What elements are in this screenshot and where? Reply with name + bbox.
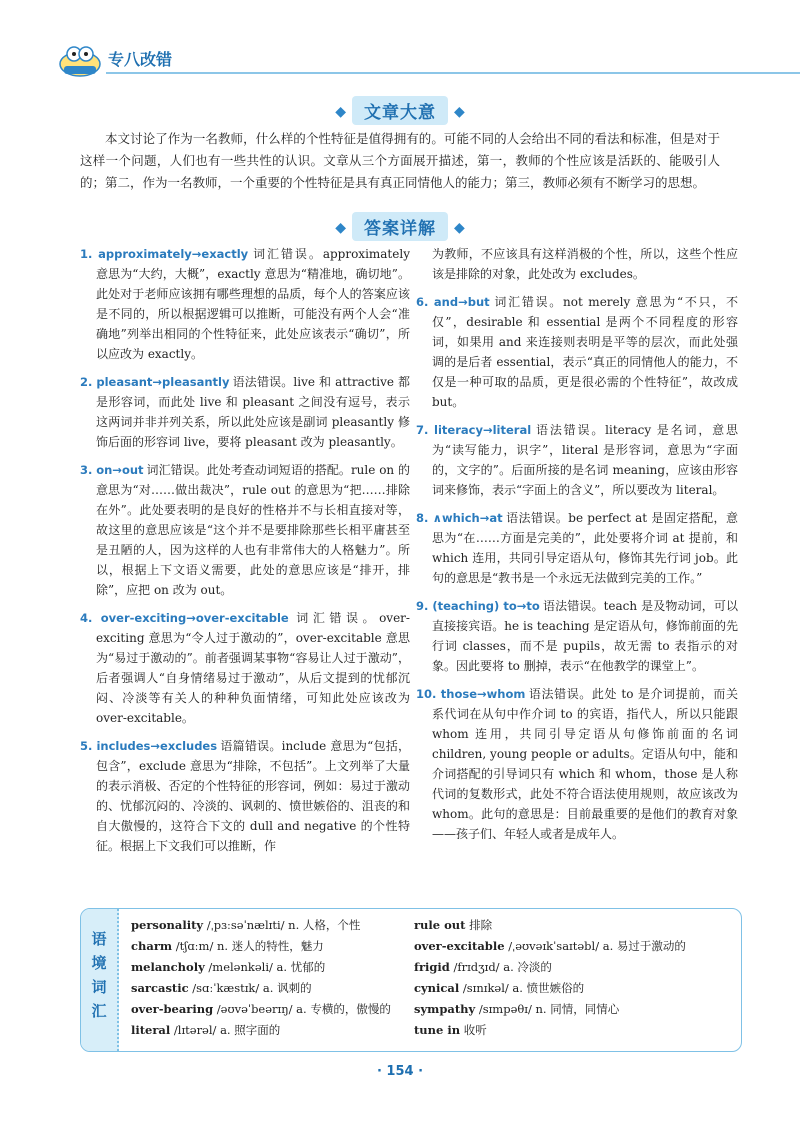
answer-explanation: 词汇错误。此处考查动词短语的搭配。rule on 的意思为“对……做出裁决”，rule out 的意思为“把……排除在外”。此处要表明的是良好的性格并不与长相直接对等，故这里的意思应该是“这个并不是要排除那些长相平庸甚至是丑陋的人，因为这样的人也有非常伟大的人格魅力”。所以，根据上下文语义需要，此处的意思应该是“排开，排除”，应把 on 改为 out。 xyxy=(96,463,410,597)
answer-correction: includes→excludes xyxy=(96,739,218,753)
answer-number: 1. xyxy=(80,247,93,261)
summary-text: 本文讨论了作为一名教师，什么样的个性特征是值得拥有的。可能不同的人会给出不同的看法和标准，但是对于这样一个问题，人们也有一些共性的认识。文章从三个方面展开描述，第一，教师的个性应该是活跃的、能吸引人的；第二，作为一名教师，一个重要的个性特征是具有真正同情他人的能力；第三，教师必须有不断学习的思想。 xyxy=(80,131,720,190)
vocab-entry xyxy=(131,957,411,978)
logo-icon xyxy=(58,40,106,80)
answers-right-column xyxy=(416,244,738,852)
summary-title-text: 文章大意 xyxy=(352,96,448,125)
answer-correction: and→but xyxy=(433,295,490,309)
vocab-definition: /sɪmpəθɪ/ n. 同情，同情心 xyxy=(478,1002,620,1016)
vocab-word: over-excitable xyxy=(414,939,505,953)
vocab-definition: /lɪtərəl/ a. 照字面的 xyxy=(173,1023,281,1037)
answer-correction: literacy→literal xyxy=(434,423,532,437)
answer-item-2 xyxy=(80,372,410,452)
diamond-icon: ◆ xyxy=(454,220,465,236)
answer-explanation: 词汇错误。approximately 意思为“大约，大概”，exactly 意思为“精准地，确切地”。此处对于老师应该拥有哪些理想的品质，每个人的答案应该是不同的，所以根据逻辑可以推断，可能没有两个人会“准确地”列举出相同的个性特征来，此处应该表示“确切”，所以应改为 exactly。 xyxy=(96,247,410,361)
vocabulary-box xyxy=(80,908,742,1052)
answer-number: 6. xyxy=(416,295,429,309)
vocabulary-label: 语境词汇 xyxy=(91,930,107,1020)
vocab-entry xyxy=(414,915,734,936)
answer-correction: those→whom xyxy=(440,687,526,701)
vocab-entry xyxy=(414,936,734,957)
answer-item-7 xyxy=(416,420,738,500)
answer-title-text: 答案详解 xyxy=(352,212,448,241)
diamond-icon: ◆ xyxy=(335,104,346,120)
vocab-entry xyxy=(414,1020,734,1041)
answer-correction: on→out xyxy=(96,463,144,477)
vocab-entry xyxy=(131,915,411,936)
vocab-definition: 收听 xyxy=(463,1023,487,1037)
answer-explanation: 词汇错误。not merely 意思为“不只，不仅”，desirable 和 essential 是两个不同程度的形容词，如果用 and 来连接则表明是平等的层次，而此处强调的是后者 essential，表示“真正的同情他人的能力，不仅是一种可取的品质，更是很必需的个性特征”，故改成 but。 xyxy=(432,295,738,409)
answer-explanation: 词汇错误。over-exciting 意思为“令人过于激动的”，over-excitable 意思为“易过于激动的”。前者强调某事物“容易让人过于激动”，后者强调人“自身情绪易过于激动”，从后文提到的忧郁沉闷、冷淡等有关人的种种负面情绪，可知此处应该改为 over-excitable。 xyxy=(96,611,410,725)
answer-item-10 xyxy=(416,684,738,844)
header-title: 专八改错 xyxy=(108,50,173,69)
answer-number: 5. xyxy=(80,739,93,753)
vocab-word: personality xyxy=(131,918,204,932)
vocab-word: literal xyxy=(131,1023,171,1037)
page-header xyxy=(58,40,800,80)
answer-item-5 xyxy=(80,736,410,856)
answer-explanation: 语法错误。此处 to 是介词提前，而关系代词在从句中作介词 to 的宾语，指代人，所以只能跟 whom 连用，共同引导定语从句修饰前面的名词 children, young people or adults。定语从句中，能和介词搭配的引导词只有 which 和 whom，those 是人称代词的复数形式，此处不符合语法使用规则，故应该改为 whom。此句的意思是：目前最重要的是他们的教育对象——孩子们、年轻人或者是成年人。 xyxy=(432,687,738,841)
answer-correction: pleasant→pleasantly xyxy=(96,375,230,389)
vocab-word: over-bearing xyxy=(131,1002,214,1016)
vocab-definition: /ˌəʊvəɪkˈsaɪtəbl/ a. 易过于激动的 xyxy=(508,939,686,953)
vocabulary-right-column xyxy=(414,915,734,1041)
vocab-word: tune in xyxy=(414,1023,461,1037)
answer-correction: approximately→exactly xyxy=(98,247,249,261)
vocab-definition: /ˌpɜːsəˈnælɪti/ n. 人格，个性 xyxy=(206,918,361,932)
vocabulary-label-panel xyxy=(81,909,119,1051)
diamond-icon: ◆ xyxy=(335,220,346,236)
vocab-definition: 排除 xyxy=(469,918,493,932)
answer-explanation: 语法错误。live 和 attractive 都是形容词，而此处 live 和 pleasant 之间没有逗号，表示这两词并非并列关系，所以此处应该是副词 pleasantly 修饰后面的形容词 live，要将 pleasant 改为 pleasantly。 xyxy=(96,375,410,449)
vocab-word: sarcastic xyxy=(131,981,189,995)
answer-item-3 xyxy=(80,460,410,600)
vocab-word: rule out xyxy=(414,918,466,932)
answer-number: 2. xyxy=(80,375,93,389)
vocab-definition: /sɑːˈkæstɪk/ a. 讽刺的 xyxy=(192,981,312,995)
vocab-definition: /əʊvəˈbeərɪŋ/ a. 专横的，傲慢的 xyxy=(216,1002,391,1016)
answer-section-title xyxy=(0,212,800,242)
answer-item-1 xyxy=(80,244,410,364)
answer-number: 8. xyxy=(416,511,429,525)
vocab-word: melancholy xyxy=(131,960,205,974)
vocab-entry xyxy=(414,999,734,1020)
answer-item-6 xyxy=(416,292,738,412)
summary-section-title xyxy=(0,96,800,126)
vocab-word: cynical xyxy=(414,981,460,995)
answer-item-8 xyxy=(416,508,738,588)
vocab-entry xyxy=(131,999,411,1020)
answer-correction: ∧which→at xyxy=(432,511,503,525)
vocab-entry xyxy=(414,978,734,999)
answer-explanation: 为教师，不应该具有这样消极的个性，所以，这些个性应该是排除的对象，此处改为 excludes。 xyxy=(432,247,738,281)
answer-explanation: 语篇错误。include 意思为“包括，包含”，exclude 意思为“排除，不包括”。上文列举了大量的表示消极、否定的个性特征的形容词，例如：易过于激动的、忧郁沉闷的、冷淡的、讽刺的、愤世嫉俗的、沮丧的和自大傲慢的，这符合下文的 dull and negative 的个性特征。根据上下文我们可以推断，作 xyxy=(96,739,410,853)
vocab-word: sympathy xyxy=(414,1002,476,1016)
answer-item-5-continued xyxy=(416,244,738,284)
vocabulary-left-column xyxy=(131,915,411,1041)
answer-number: 4. xyxy=(80,611,93,625)
page-number: · 154 · xyxy=(376,1064,424,1079)
answer-correction: (teaching) to→to xyxy=(432,599,540,613)
vocab-entry xyxy=(131,978,411,999)
answer-number: 9. xyxy=(416,599,429,613)
vocab-entry xyxy=(131,1020,411,1041)
answer-number: 3. xyxy=(80,463,93,477)
summary-paragraph xyxy=(80,128,720,194)
answer-number: 10. xyxy=(416,687,437,701)
vocab-word: frigid xyxy=(414,960,450,974)
answer-item-9 xyxy=(416,596,738,676)
answer-item-4 xyxy=(80,608,410,728)
vocab-definition: /frɪdʒɪd/ a. 冷淡的 xyxy=(453,960,552,974)
answer-number: 7. xyxy=(416,423,429,437)
vocab-definition: /sɪnɪkəl/ a. 愤世嫉俗的 xyxy=(462,981,585,995)
vocab-definition: /melənkəli/ a. 忧郁的 xyxy=(208,960,326,974)
answer-explanation: 语法错误。be perfect at 是固定搭配，意思为“在……方面是完美的”，此处要将介词 at 提前，和 which 连用，共同引导定语从句，修饰其先行词 job。此句的意思是“教书是一个永远无法做到完美的工作。” xyxy=(432,511,738,585)
answer-explanation: 语法错误。teach 是及物动词，可以直接接宾语。he is teaching 是定语从句，修饰前面的先行词 classes，而不是 pupils，故无需 to 表指示的对象。因此要将 to 删掉，表示“在他教学的课堂上”。 xyxy=(432,599,738,673)
answer-correction: over-exciting→over-excitable xyxy=(100,611,289,625)
vocab-word: charm xyxy=(131,939,173,953)
vocab-definition: /tʃɑːm/ n. 迷人的特性，魅力 xyxy=(175,939,324,953)
diamond-icon: ◆ xyxy=(454,104,465,120)
vocab-entry xyxy=(131,936,411,957)
header-divider xyxy=(106,72,800,74)
vocab-entry xyxy=(414,957,734,978)
answers-left-column xyxy=(80,244,410,864)
answer-explanation: 语法错误。literacy 是名词，意思为“读写能力，识字”，literal 是形容词，意思为“字面的，文字的”。后面所接的是名词 meaning，应该由形容词来修饰，表示“字面上的含义”，所以要改为 literal。 xyxy=(432,423,738,497)
